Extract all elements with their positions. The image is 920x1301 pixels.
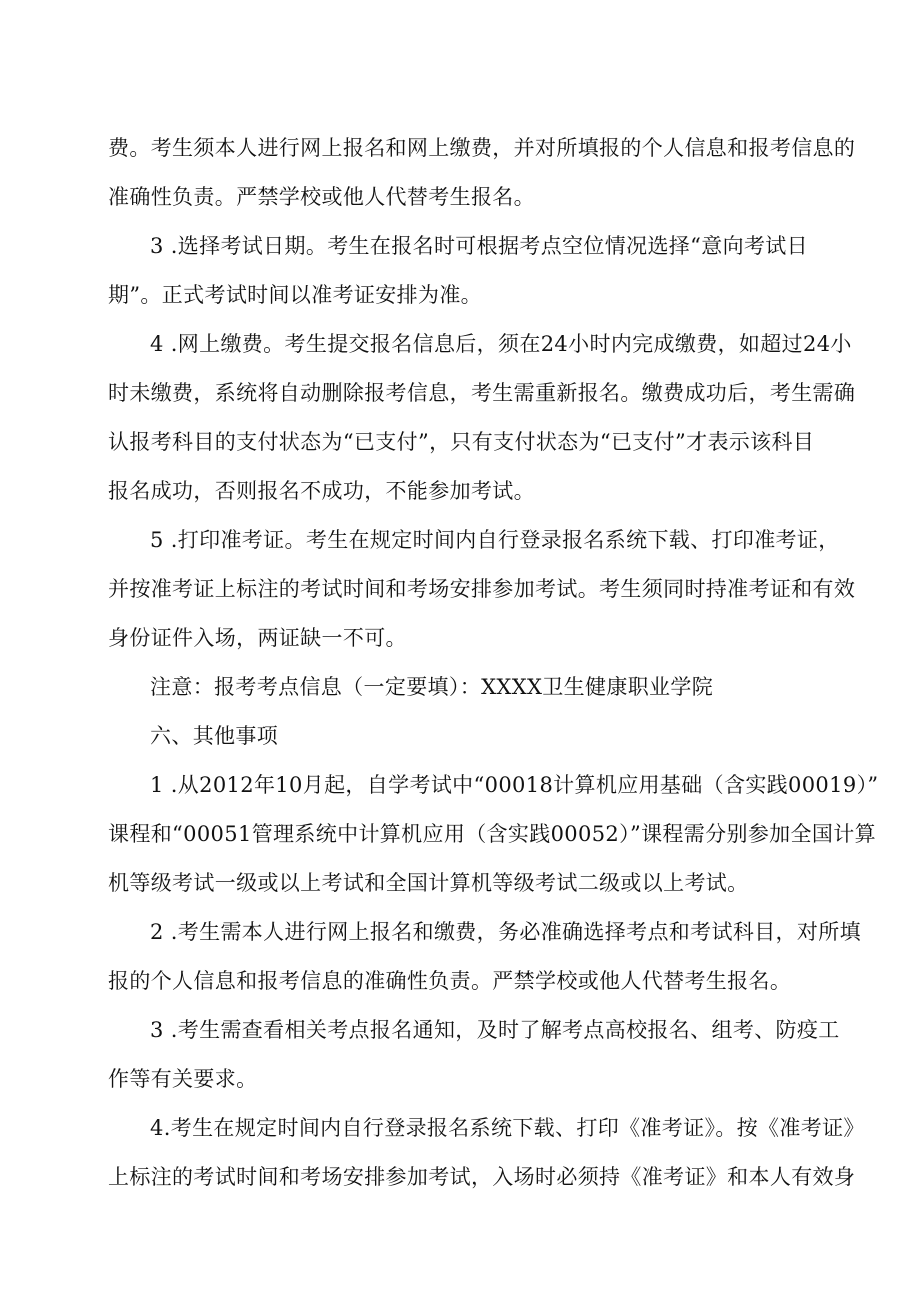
item-4-line-2: 时未缴费，系统将自动删除报考信息，考生需重新报名。缴费成功后，考生需确 xyxy=(108,381,856,405)
item-4-line-3: 认报考科目的支付状态为“已支付”，只有支付状态为“已支付”才表示该科目 xyxy=(108,430,815,454)
other-item-2-line-2: 报的个人信息和报考信息的准确性负责。严禁学校或他人代替考生报名。 xyxy=(108,969,792,993)
other-item-1-line-1: 1 .从2012年10月起，自学考试中“00018计算机应用基础（含实践00019）” xyxy=(150,773,879,797)
other-item-3-line-1: 3 .考生需查看相关考点报名通知，及时了解考点高校报名、组考、防疫工 xyxy=(150,1018,840,1042)
item-5-line-3: 身份证件入场，两证缺一不可。 xyxy=(108,626,407,650)
item-4-line-4: 报名成功，否则报名不成功，不能参加考试。 xyxy=(108,479,535,503)
item-4-line-1: 4 .网上缴费。考生提交报名信息后，须在24小时内完成缴费，如超过24小 xyxy=(150,332,852,356)
other-item-1-line-3: 机等级考试一级或以上考试和全国计算机等级考试二级或以上考试。 xyxy=(108,871,749,895)
item-3-line-2: 期”。正式考试时间以准考证安排为准。 xyxy=(108,283,483,307)
other-item-4-line-1: 4.考生在规定时间内自行登录报名系统下载、打印《准考证》。按《准考证》 xyxy=(150,1116,865,1140)
section-heading-other-matters: 六、其他事项 xyxy=(150,724,279,748)
other-item-2-line-1: 2 .考生需本人进行网上报名和缴费，务必准确选择考点和考试科目，对所填 xyxy=(150,920,861,944)
item-5-line-1: 5 .打印准考证。考生在规定时间内自行登录报名系统下载、打印准考证， xyxy=(150,528,840,552)
item-5-line-2: 并按准考证上标注的考试时间和考场安排参加考试。考生须同时持准考证和有效 xyxy=(108,577,856,601)
note-line: 注意：报考考点信息（一定要填）：XXXX卫生健康职业学院 xyxy=(150,675,714,699)
other-item-1-line-2: 课程和“00051管理系统中计算机应用（含实践00052）”课程需分别参加全国计算 xyxy=(108,822,876,846)
other-item-4-line-2: 上标注的考试时间和考场安排参加考试，入场时必须持《准考证》和本人有效身 xyxy=(108,1165,856,1189)
text-line-2: 准确性负责。严禁学校或他人代替考生报名。 xyxy=(108,185,535,209)
item-3-line-1: 3 .选择考试日期。考生在报名时可根据考点空位情况选择“意向考试日 xyxy=(150,234,808,258)
other-item-3-line-2: 作等有关要求。 xyxy=(108,1067,258,1091)
text-line-1: 费。考生须本人进行网上报名和网上缴费，并对所填报的个人信息和报考信息的 xyxy=(108,136,856,160)
